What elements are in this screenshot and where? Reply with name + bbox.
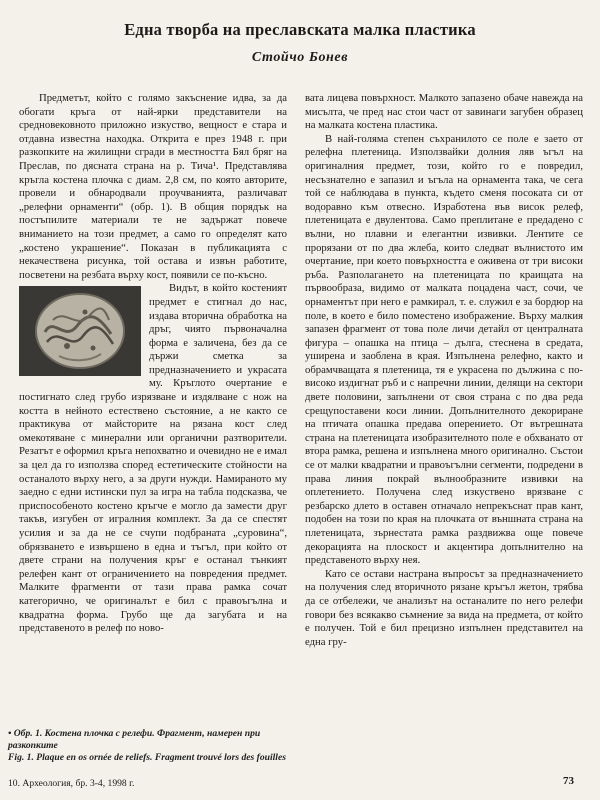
figure-1 <box>19 286 141 376</box>
article-title: Една творба на преславската малка пластика <box>124 20 476 39</box>
paragraph: вата лицева повърхност. Малкото запазено обаче навежда на мисълта, че пред нас стои част от завинаги загубен образец на малката костена пластика. <box>305 92 583 132</box>
left-column <box>19 92 287 722</box>
paragraph <box>19 282 287 635</box>
bone-plaque-photo <box>19 286 141 376</box>
paragraph: Като се остави настрана въпросът за предназначението на получения след вторичното рязане кръгъл жетон, трябва да се отбележи, че анализът на останалите по него релефи говори без всякакво съмнение за вида на предмета, от който е получен. Той е бил прецизно изпълнен представител на една гру- <box>305 567 583 648</box>
journal-footer: 10. Археология, бр. 3-4, 1998 г. <box>8 778 135 789</box>
article-author: Стойчо Бонев <box>251 50 349 65</box>
caption-bulgarian: • Обр. 1. Костена плочка с релефи. Фрагмент, намерен при разкопките <box>8 728 261 751</box>
caption-french: Fig. 1. Plaque en os ornée de reliefs. Fragment trouvé lors des fouilles <box>8 752 286 763</box>
paragraph-text: Видът, в който костеният предмет е стигнал до нас, издава вторична обработка на дръг, чиято първоначална форма е заличена, без да се държи сметка за предназначението и украсата му. Кръглото очертание е постигнато след грубо изрязване и издялване с нож на костта в нейното естествено състояние, а не както се практикува от майсторите на рязана кост след омекотяване с минерални или органични разтворители. Резатът е оформил кръга непохватно и очевидно не е имал за цел да го използва според естетическите стойности на останалото върху него, а за други нужди. Намираното му заедно с едни истински пул за игра на табла подсказва, че приспособеното костено кръгче е могло да замести друг такъв, изгубен от игралния комплект. За да се спестят усилия и за да не се счупи подбраната „суровина“, обрязването е извършено в една и тъгъл, при който от двете страни на получения кръг е останал тънкият релефен кант от ограничението на повредения предмет. Малките фрагменти от тази права рамка сочат категорично, че оригиналът е бил с правоъгълна и квадратна форма. Грубо ще да загубата и на представеното в релеф по ново- <box>19 282 287 635</box>
figure-caption <box>8 728 293 764</box>
paragraph: Предметът, който с голямо закъснение идва, за да обогати кръга от най-ярки представители на средновековното приложно изкуство, вещност е стара и отдавна известна находка. Открита е през 1948 г. при разкопките на жилищни сгради в местността Бял бряг на Преслав, по дясната страна на р. Тича¹. Представлява кръгла костена плочка с диам. 2,8 см, по която авторите, провели и обнародвали проучванията, различават „релефни орнаменти“ (обр. 1). В общия порядък на постъпилите материали те не задържат повече вниманието на този предмет, а само го определят като „костено украшение“. Показан в публикацията с некачествена рисунка, той остава и извън работите, посветени на резбата върху кост, появили се по-късно. <box>19 92 287 281</box>
paragraph: В най-голяма степен съхранилото се поле е заето от релефна плетеница. Използвайки долния ляв ъгъл на оригиналния предмет, този, който го е повредил, несъзнателно е запазил и ъгъла на орнамента така, че сега той се наблюдава в пункта, където сменя посоката си от водоравно към отвесно. Изработена във висок релеф, плетеницата е двулентова. Само преплитане е предадено с вълни, но плавни и елегантни извивки. Лентите се прорязани от по два жлеба, които следват вълнистото им очертание, при което повърхността е оживена от три високи ръба. Разполагането на плетеницата по краищата на първообраза, видимо от малката поцадена част, сочи, че орнаментът при него е рамкирал, т. е. служил е за бордюр на поле, в което е било поместено изображение. Върху малкия запазен фрагмент от това поле личи детайл от централната фигура – опашка на птица – дълга, стеснена в средата, уширена и заоблена в края. Изпълнена релефно, както и обрамчващата я плетеница, тя е украсена по дължина с по-високо издигнат ръб и с напречни линии, делящи на сектори двете половини, запълнени от своя страна с по два реда срещупоставени коси линии. Допълнителното декориране на птичата опашка предава оперението. От вътрешната страна на плетеницата изобразителното поле е обхванато от втора рамка, решена и изпълнена много оригинално. Състои се от малки квадратни и правоъгълни сегменти, подредени в права линия покрай вълнообразните извивки на оплетението. Получена след изкуствено врязване с резбарско длето в оставен отначало непрекъснат прав кант, подобен на този по края на плочката от външната страна на плетеницата, зърнестата рамка раздвижва още повече декорацията на плоскост и акцентира допълнително на представеното върху нея. <box>305 132 583 567</box>
page-number: 73 <box>563 775 574 787</box>
right-column <box>305 92 583 752</box>
